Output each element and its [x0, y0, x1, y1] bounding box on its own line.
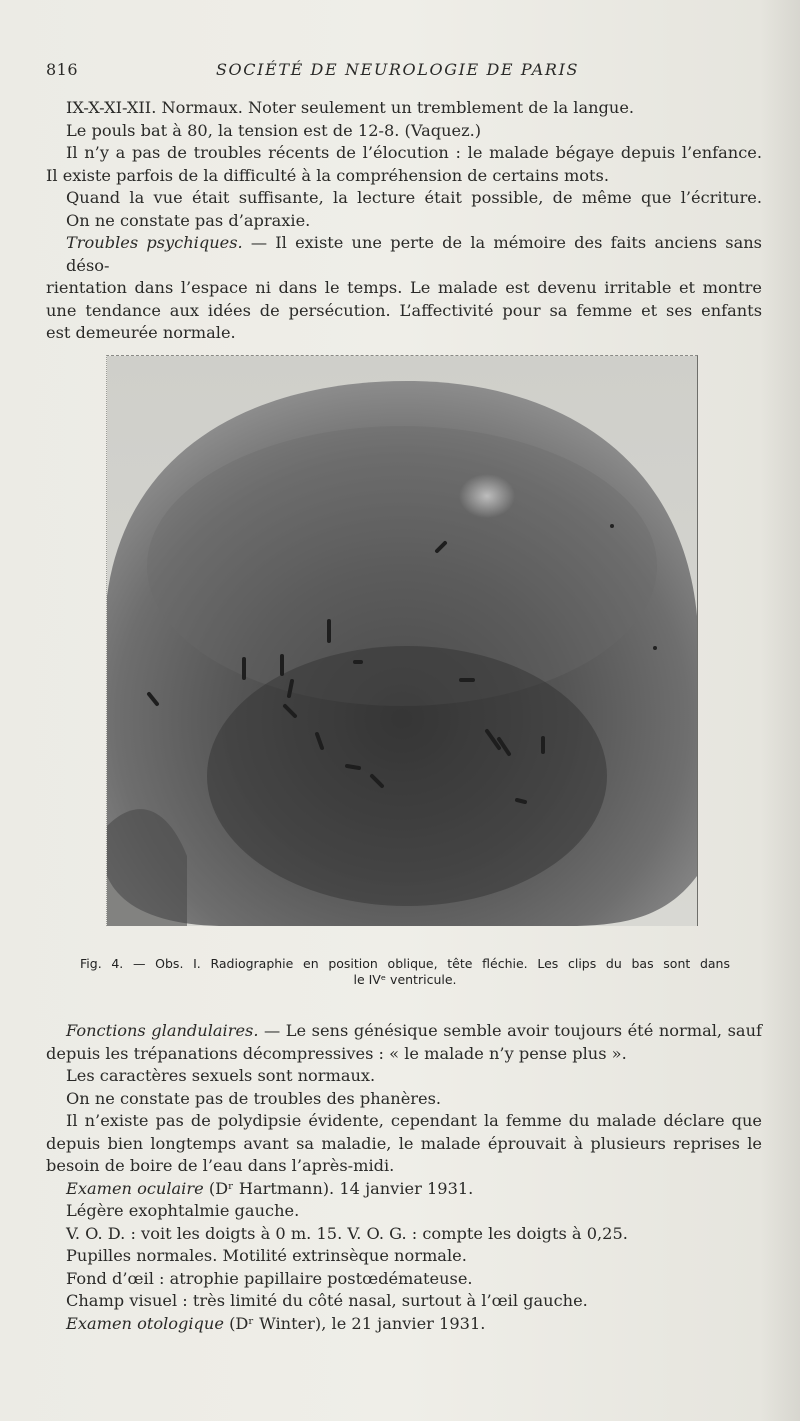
- psych-line-1: Troubles psychiques. — Il existe une perte de la mémoire des faits anciens sans déso-: [66, 233, 762, 275]
- text-line: Pupilles normales. Motilité extrinsèque normale.: [66, 1246, 467, 1265]
- caption-line-2: le IVᵉ ventricule.: [353, 972, 457, 987]
- clinical-text-top: [46, 97, 762, 345]
- text-line: Champ visuel : très limité du côté nasal, surtout à l’œil gauche.: [66, 1291, 588, 1310]
- text-line: Les caractères sexuels sont normaux.: [66, 1066, 376, 1085]
- caption-line-1: Fig. 4. — Obs. I. Radiographie en position oblique, tête fléchie. Les clips du bas sont dans: [80, 956, 730, 971]
- text-line: depuis les trépanations décompressives : « le malade n’y pense plus ».: [46, 1043, 627, 1063]
- otologic-label: Examen otologique: [66, 1313, 224, 1333]
- text-line: On ne constate pas de troubles des phanères.: [66, 1088, 442, 1108]
- ocular-exam-heading: Examen oculaire (Dʳ Hartmann). 14 janvier 1931.: [66, 1178, 474, 1198]
- text-line: une tendance aux idées de persécution. L’affectivité pour sa femme et ses enfants: [46, 300, 762, 320]
- running-header: [46, 60, 756, 82]
- text-line: Il n’y a pas de troubles récents de l’élocution : le malade bégaye depuis l’enfance.: [66, 143, 762, 162]
- text-line: Légère exophtalmie gauche.: [66, 1201, 300, 1220]
- text-line: Quand la vue était suffisante, la lecture était possible, de même que l’écriture.: [66, 188, 762, 207]
- text-line: On ne constate pas d’apraxie.: [66, 210, 311, 230]
- otologic-exam-heading: Examen otologique (Dʳ Winter), le 21 janvier 1931.: [66, 1313, 486, 1333]
- radiograph-image: [107, 356, 697, 926]
- text-line: Fond d’œil : atrophie papillaire postœdémateuse.: [66, 1268, 473, 1288]
- text-line: Le pouls bat à 80, la tension est de 12-8. (Vaquez.): [66, 120, 482, 140]
- glandular-label: Fonctions glandulaires.: [66, 1021, 259, 1040]
- figure-caption: [80, 956, 730, 988]
- text-line: depuis bien longtemps avant sa maladie, le malade éprouvait à plusieurs reprises le: [46, 1133, 762, 1153]
- clinical-text-bottom: [46, 1020, 762, 1335]
- text-line: est demeurée normale.: [46, 323, 236, 342]
- radiograph-figure: [106, 355, 698, 926]
- text-line: IX-X-XI-XII. Normaux. Noter seulement un tremblement de la langue.: [66, 98, 635, 117]
- text-line: Il existe parfois de la difficulté à la compréhension de certains mots.: [46, 165, 610, 185]
- text-line: V. O. D. : voit les doigts à 0 m. 15. V. O. G. : compte les doigts à 0,25.: [66, 1223, 628, 1243]
- glandular-line-1: Fonctions glandulaires. — Le sens génésique semble avoir toujours été normal, sauf: [66, 1021, 762, 1040]
- running-title: SOCIÉTÉ DE NEUROLOGIE DE PARIS: [216, 60, 580, 79]
- page-number: 816: [46, 60, 79, 79]
- ocular-label: Examen oculaire: [66, 1178, 204, 1198]
- text-line: rientation dans l’espace ni dans le temps. Le malade est devenu irritable et montre: [46, 278, 762, 297]
- text-line: besoin de boire de l’eau dans l’après-midi.: [46, 1156, 395, 1175]
- psych-label: Troubles psychiques.: [66, 233, 243, 252]
- text-line: Il n’existe pas de polydipsie évidente, cependant la femme du malade déclare que: [66, 1111, 762, 1130]
